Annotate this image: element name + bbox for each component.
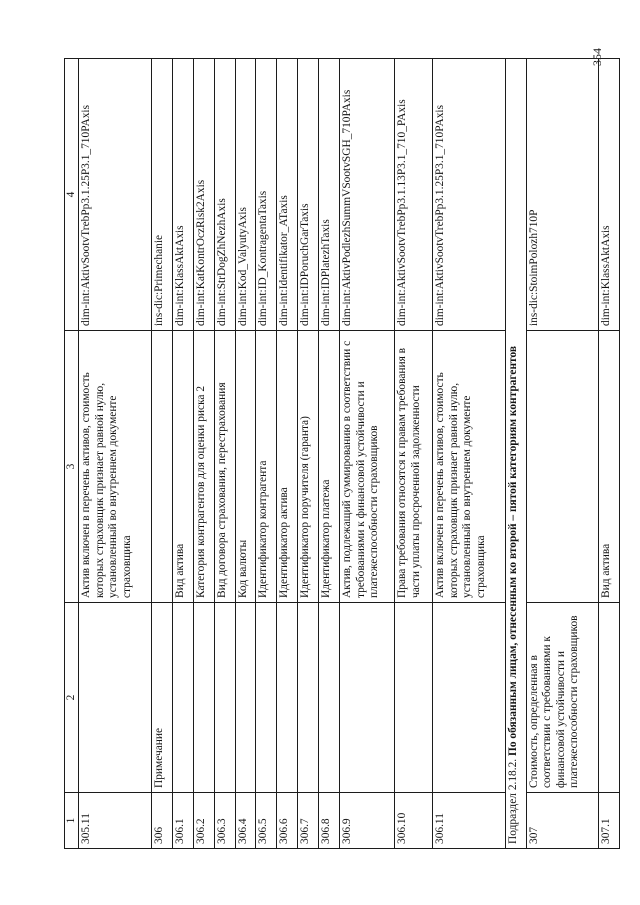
table-row: [151, 59, 172, 849]
row-dimension: Идентификатор актива: [277, 331, 298, 603]
table-row: [319, 59, 340, 849]
table-row: [256, 59, 277, 849]
row-code: 307: [526, 793, 598, 849]
table-row: [214, 59, 235, 849]
row-element-id: ins-dic:StoimPolozh710P: [526, 59, 598, 331]
rotated-table-wrapper: [64, 59, 620, 849]
row-dimension: Категория контрагентов для оценки риска 2: [193, 331, 214, 603]
col-header: 1: [65, 793, 79, 849]
row-dimension: Код валюты: [235, 331, 256, 603]
row-code: 307.1: [598, 793, 619, 849]
header-row: [65, 59, 79, 849]
col-header: 2: [65, 603, 79, 793]
row-dimension: Вид актива: [172, 331, 193, 603]
page-number: 354: [590, 48, 604, 66]
row-name: [340, 603, 395, 793]
data-table: [64, 58, 620, 849]
table-row: [235, 59, 256, 849]
row-element-id: dim-int:KatKontrOczRisk2Axis: [193, 59, 214, 331]
row-element-id: dim-int:IDPoruchGarTaxis: [298, 59, 319, 331]
row-name: Примечание: [151, 603, 172, 793]
row-dimension: Права требования относятся к правам требования в части уплаты просроченной задолженности: [395, 331, 433, 603]
row-name: [214, 603, 235, 793]
row-code: 306.10: [395, 793, 433, 849]
row-code: 306.2: [193, 793, 214, 849]
row-element-id: dim-int:AktivPodlezhSummVSootvSGH_710PAxis: [340, 59, 395, 331]
row-code: 306.9: [340, 793, 395, 849]
row-code: 306.3: [214, 793, 235, 849]
row-name: [193, 603, 214, 793]
col-header: 3: [65, 331, 79, 603]
row-code: 306: [151, 793, 172, 849]
col-header: 4: [65, 59, 79, 331]
row-dimension: [151, 331, 172, 603]
table-row: [395, 59, 433, 849]
row-dimension: Актив включен в перечень активов, стоимость которых страховщик признает равной нулю, установленный во внутреннем документе страховщика: [79, 331, 151, 603]
row-element-id: dim-int:AktivSootvTrebPp3.1.13P3.1_710_PAxis: [395, 59, 433, 331]
section-heading: [505, 59, 526, 849]
row-name: [172, 603, 193, 793]
row-element-id: dim-int:KlassAktAxis: [598, 59, 619, 331]
row-code: 306.11: [433, 793, 505, 849]
row-code: 306.8: [319, 793, 340, 849]
row-code: 306.4: [235, 793, 256, 849]
row-code: 306.7: [298, 793, 319, 849]
row-name: [433, 603, 505, 793]
table-row: [433, 59, 505, 849]
row-code: 305.11: [79, 793, 151, 849]
row-name: [235, 603, 256, 793]
row-name: Стоимость, определенная в соответствии с требованиями к финансовой устойчивости и платежеспособности страховщиков: [526, 603, 598, 793]
row-name: [256, 603, 277, 793]
row-name: [319, 603, 340, 793]
row-dimension: Идентификатор поручителя (гаранта): [298, 331, 319, 603]
row-element-id: dim-int:Identifikator_ATaxis: [277, 59, 298, 331]
table-row: [298, 59, 319, 849]
row-element-id: dim-int:StrDogZhNezhAxis: [214, 59, 235, 331]
section-prefix: Подраздел 2.18.2.: [506, 756, 519, 844]
row-name: [79, 603, 151, 793]
table-row: [598, 59, 619, 849]
section-row: [505, 59, 526, 849]
row-dimension: [526, 331, 598, 603]
row-dimension: Идентификатор контрагента: [256, 331, 277, 603]
row-name: [277, 603, 298, 793]
row-dimension: Актив включен в перечень активов, стоимость которых страховщик признает равной нулю, установленный во внутреннем документе страховщика: [433, 331, 505, 603]
row-dimension: Вид договора страхования, перестрахования: [214, 331, 235, 603]
row-dimension: Вид актива: [598, 331, 619, 603]
table-row: [172, 59, 193, 849]
row-element-id: dim-int:KlassAktAxis: [172, 59, 193, 331]
row-element-id: ins-dic:Primechanie: [151, 59, 172, 331]
row-element-id: dim-int:AktivSootvTrebPp3.1.25P3.1_710PAxis: [433, 59, 505, 331]
row-name: [598, 603, 619, 793]
row-code: 306.1: [172, 793, 193, 849]
row-name: [395, 603, 433, 793]
row-code: 306.5: [256, 793, 277, 849]
table-row: [340, 59, 395, 849]
table-row: [277, 59, 298, 849]
table-row: [526, 59, 598, 849]
row-element-id: dim-int:Kod_ValyutyAxis: [235, 59, 256, 331]
table-row: [193, 59, 214, 849]
section-title: По обязанным лицам, отнесенным ко второй – пятой категориям контрагентов: [506, 345, 519, 756]
row-element-id: dim-int:ID_KontragentaTaxis: [256, 59, 277, 331]
row-element-id: dim-int:AktivSootvTrebPp3.1.25P3.1_710PAxis: [79, 59, 151, 331]
row-name: [298, 603, 319, 793]
row-code: 306.6: [277, 793, 298, 849]
row-dimension: Идентификатор платежа: [319, 331, 340, 603]
row-dimension: Актив, подлежащий суммированию в соответствии с требованиями к финансовой устойчивости и платежеспособности страховщиков: [340, 331, 395, 603]
table-row: [79, 59, 151, 849]
row-element-id: dim-int:IDPlatezhTaxis: [319, 59, 340, 331]
